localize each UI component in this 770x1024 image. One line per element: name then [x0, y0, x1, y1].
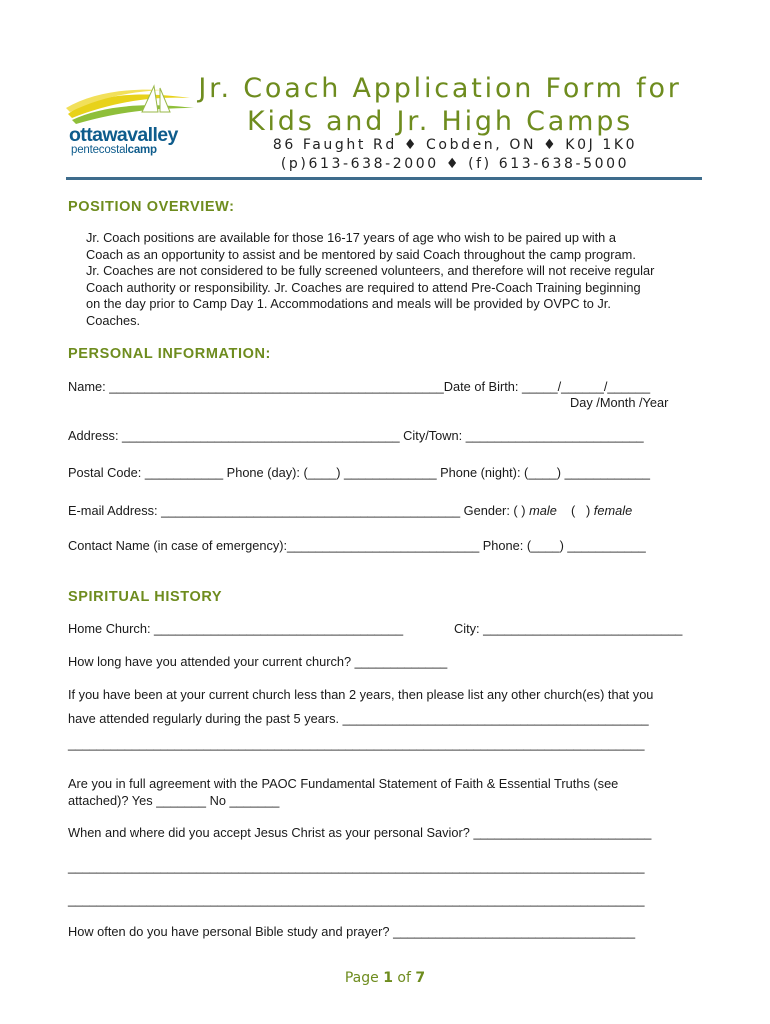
phone-fax: (p)613-638-2000 ♦ (f) 613-638-5000	[280, 156, 630, 172]
position-line: Coach as an opportunity to assist and be mentored by said Coach throughout the camp program.	[86, 246, 636, 262]
bible-study-field[interactable]: How often do you have personal Bible study and prayer? __________________________________	[68, 924, 636, 939]
position-line: Jr. Coach positions are available for those 16-17 years of age who wish to be paired up with a	[86, 230, 616, 245]
previous-churches-question: If you have been at your current church less than 2 years, then please list any other church(es) that you	[68, 687, 654, 702]
emergency-contact-field[interactable]: Contact Name (in case of emergency):___________________________ Phone: (____) ___________	[68, 538, 646, 553]
logo-subtitle: pentecostalcamp	[71, 144, 157, 156]
attendance-duration-field[interactable]: How long have you attended your current church? _____________	[68, 654, 448, 669]
camp-address	[240, 136, 670, 174]
position-line: Coach authority or responsibility. Jr. Coaches are required to attend Pre-Coach Training beginning	[86, 279, 641, 295]
position-line: Coaches.	[86, 312, 141, 328]
dob-format-hint: Day /Month /Year	[570, 395, 669, 410]
answer-blank-line[interactable]: _________________________________________________________________________________	[68, 892, 645, 907]
gender-female-option[interactable]: female	[593, 503, 633, 518]
position-line: on the day prior to Camp Day 1. Accommodations and meals will be provided by OVPC to Jr.	[86, 296, 611, 312]
form-title-line-1: Jr. Coach Application Form for	[198, 73, 682, 104]
agreement-question: Are you in full agreement with the PAOC Fundamental Statement of Faith & Essential Truths (see	[68, 776, 619, 791]
postal-phone-field[interactable]: Postal Code: ___________ Phone (day): (____) _____________ Phone (night): (____) ____________	[68, 465, 651, 480]
section-heading-position: POSITION OVERVIEW:	[68, 199, 235, 215]
email-gender-field[interactable]	[68, 503, 632, 518]
form-title	[195, 72, 685, 138]
salvation-field[interactable]: When and where did you accept Jesus Christ as your personal Savior? _________________________	[68, 825, 652, 840]
header-divider	[66, 177, 702, 180]
answer-blank-line[interactable]: _________________________________________________________________________________	[68, 859, 645, 874]
section-heading-personal: PERSONAL INFORMATION:	[68, 346, 271, 362]
position-description	[86, 230, 706, 330]
email-label: E-mail Address: __________________________________________ Gender: ( )	[68, 503, 530, 518]
answer-blank-line[interactable]: _________________________________________________________________________________	[68, 736, 645, 751]
church-city-field[interactable]: City: ____________________________	[454, 621, 683, 636]
street-address: 86 Faught Rd ♦ Cobden, ON ♦ K0J 1K0	[272, 137, 638, 153]
position-line: Jr. Coaches are not considered to be fully screened volunteers, and therefore will not receive regular	[86, 263, 655, 279]
name-dob-field[interactable]: Name: _______________________________________________Date of Birth: _____/______/______	[68, 379, 651, 394]
gender-male-option[interactable]: male	[529, 503, 557, 518]
agreement-yes-no-field[interactable]: attached)? Yes _______ No _______	[68, 793, 280, 808]
page-number: Page 1 of 7	[344, 970, 426, 986]
section-heading-spiritual: SPIRITUAL HISTORY	[68, 589, 223, 605]
form-title-line-2: Kids and Jr. High Camps	[246, 106, 634, 137]
home-church-field[interactable]: Home Church: ___________________________________	[68, 621, 404, 636]
address-city-field[interactable]: Address: _______________________________________ City/Town: _________________________	[68, 428, 644, 443]
logo-wordmark: ottawavalley	[69, 124, 178, 146]
camp-logo	[62, 84, 202, 156]
gender-separator: ( )	[556, 503, 594, 518]
previous-churches-field[interactable]: have attended regularly during the past 5 years. ___________________________________________	[68, 711, 649, 726]
